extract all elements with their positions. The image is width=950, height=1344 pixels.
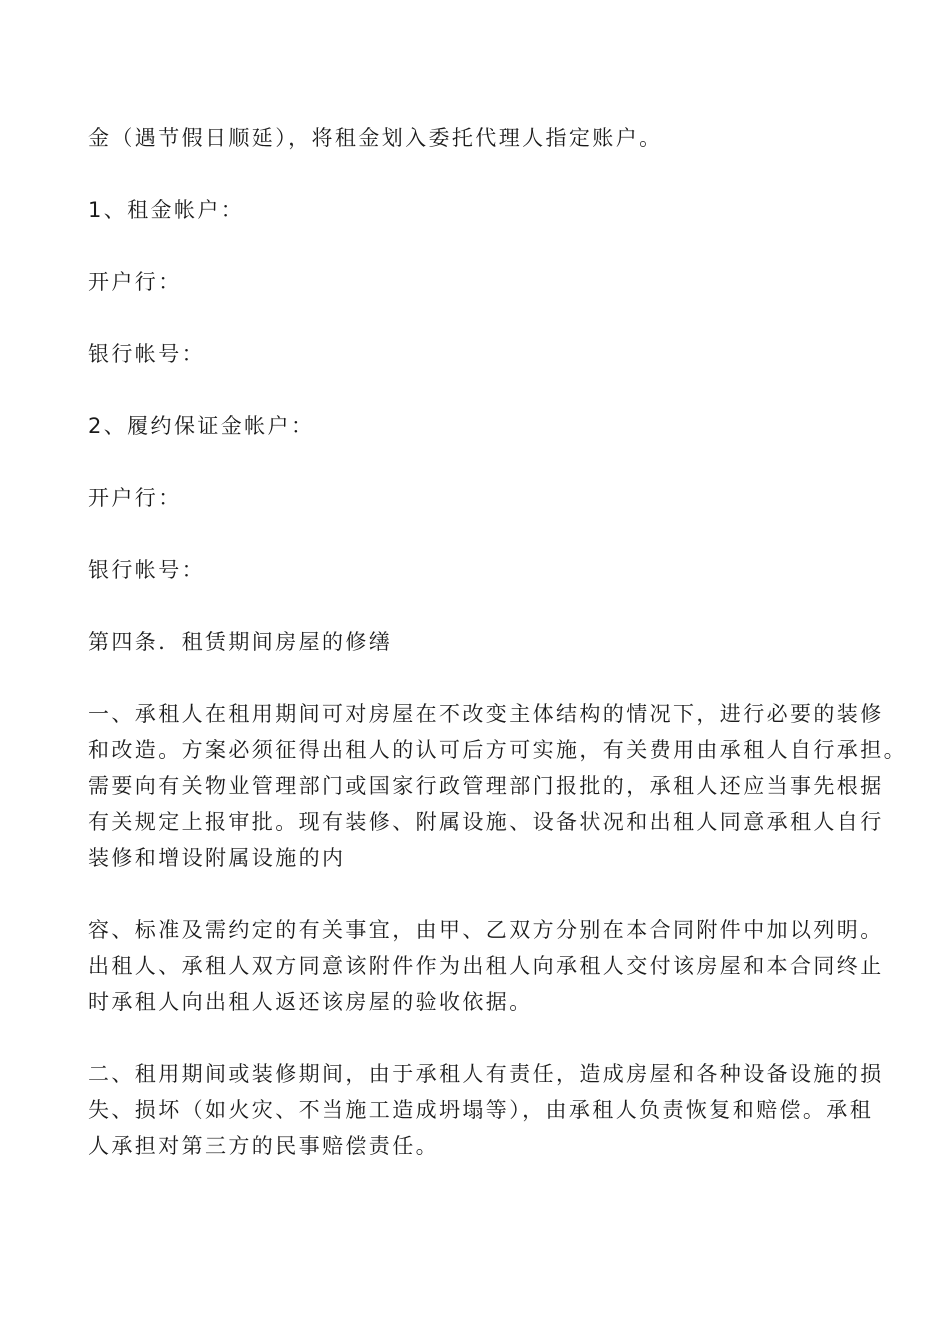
paragraph-bank-name-1 [88, 264, 868, 300]
text-line: 开户行： [88, 270, 182, 294]
text-line: 银行帐号： [88, 558, 205, 582]
paragraph-clause-1 [88, 696, 907, 876]
text-line: 和改造。方案必须征得出租人的认可后方可实施，有关费用由承租人自行承担。 [88, 738, 907, 762]
paragraph-deposit-account [88, 408, 868, 444]
section-heading-article-4 [88, 624, 868, 660]
text-line: 一、承租人在租用期间可对房屋在不改变主体结构的情况下，进行必要的装修 [88, 702, 884, 726]
paragraph-bank-name-2 [88, 480, 868, 516]
paragraph-clause-2 [88, 1056, 884, 1164]
text-line: 需要向有关物业管理部门或国家行政管理部门报批的，承租人还应当事先根据 [88, 774, 884, 798]
text-line: 开户行： [88, 486, 182, 510]
paragraph-bank-account-2 [88, 552, 868, 588]
text-line: 失、损坏（如火灾、不当施工造成坍塌等），由承租人负责恢复和赔偿。承租 [88, 1098, 874, 1122]
paragraph-rent-payment [88, 120, 868, 156]
paragraph-bank-account-1 [88, 336, 868, 372]
text-line: 金（遇节假日顺延），将租金划入委托代理人指定账户。 [88, 126, 663, 150]
paragraph-rent-account [88, 192, 868, 228]
text-line: 有关规定上报审批。现有装修、附属设施、设备状况和出租人同意承租人自行 [88, 810, 884, 834]
text-line: 银行帐号： [88, 342, 205, 366]
text-line: 时承租人向出租人返还该房屋的验收依据。 [88, 990, 533, 1014]
text-line: 出租人、承租人双方同意该附件作为出租人向承租人交付该房屋和本合同终止 [88, 954, 884, 978]
text-line: 容、标准及需约定的有关事宜，由甲、乙双方分别在本合同附件中加以列明。 [88, 918, 884, 942]
paragraph-clause-1-continued [88, 912, 884, 1020]
text-line: 第四条．租赁期间房屋的修缮 [88, 630, 393, 654]
text-line: 2、履约保证金帐户： [88, 414, 315, 438]
text-line: 装修和增设附属设施的内 [88, 846, 346, 870]
text-line: 1、租金帐户： [88, 198, 245, 222]
text-line: 二、租用期间或装修期间，由于承租人有责任，造成房屋和各种设备设施的损 [88, 1062, 884, 1086]
text-line: 人承担对第三方的民事赔偿责任。 [88, 1134, 439, 1158]
